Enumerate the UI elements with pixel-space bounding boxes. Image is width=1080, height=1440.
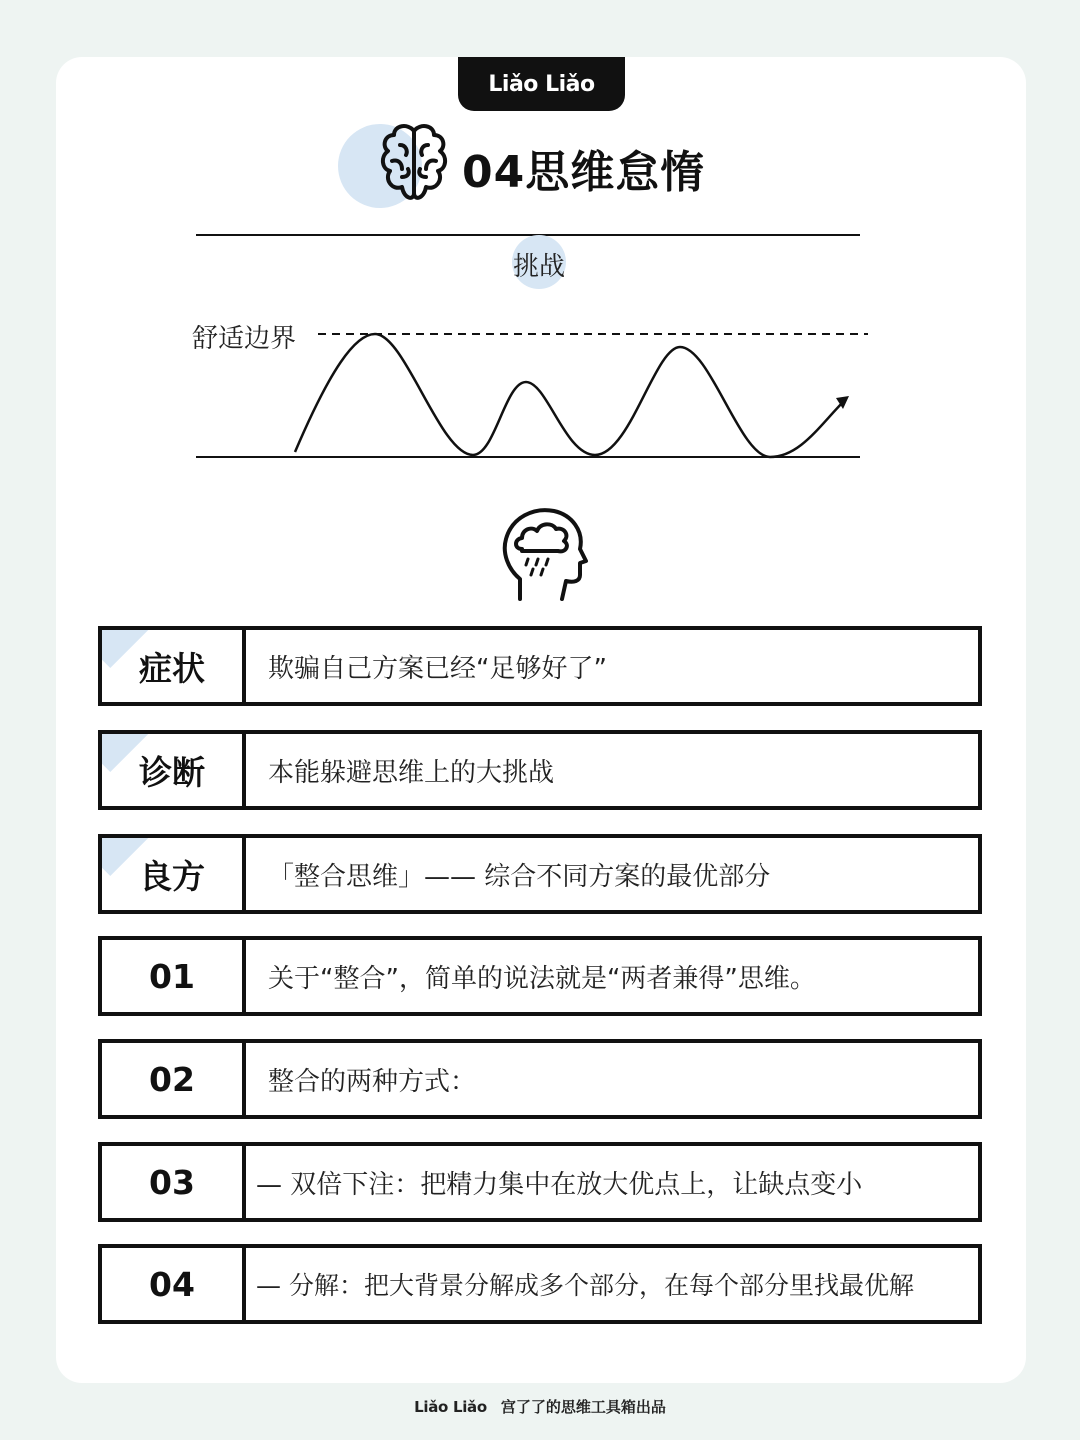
row-label <box>102 734 246 806</box>
row-label-text: 01 <box>149 956 195 996</box>
row-text: 整合的两种方式： <box>268 1066 477 1097</box>
row-diagnosis <box>98 730 982 810</box>
row-frame <box>98 1142 982 1222</box>
row-label <box>102 940 246 1012</box>
row-frame <box>98 1039 982 1119</box>
row-frame <box>98 834 982 914</box>
challenge-label: 挑战 <box>512 252 565 282</box>
row-point-02 <box>98 1039 982 1119</box>
row-label-text: 03 <box>149 1162 195 1202</box>
row-frame <box>98 626 982 706</box>
row-text: 欺骗自己方案已经“足够好了” <box>268 653 607 684</box>
row-label-text: 02 <box>149 1059 195 1099</box>
row-label <box>102 1146 246 1218</box>
head-raincloud-icon <box>500 505 592 605</box>
effort-wave <box>295 334 845 457</box>
footer-brand: Liǎo Liǎo <box>414 1398 487 1416</box>
row-label <box>102 630 246 702</box>
row-label <box>102 838 246 910</box>
row-text: — 双倍下注：把精力集中在放大优点上，让缺点变小 <box>256 1169 863 1200</box>
logo-text: Liǎo Liǎo <box>488 71 595 97</box>
row-label-text: 良方 <box>139 856 205 896</box>
row-label-text: 诊断 <box>139 752 205 792</box>
row-text: 本能躲避思维上的大挑战 <box>268 757 555 788</box>
row-label-text: 04 <box>149 1264 195 1304</box>
row-remedy <box>98 834 982 914</box>
row-label <box>102 1248 246 1320</box>
comfort-boundary-label: 舒适边界 <box>192 324 297 354</box>
row-frame <box>98 936 982 1016</box>
row-frame <box>98 730 982 810</box>
row-point-03 <box>98 1142 982 1222</box>
row-point-04 <box>98 1244 982 1324</box>
row-label-text: 症状 <box>139 648 205 688</box>
row-point-01 <box>98 936 982 1016</box>
footer-credit: 宫了了的思维工具箱出品 <box>500 1398 666 1416</box>
page-title: 04思维怠惰 <box>462 147 706 198</box>
row-text: 关于“整合”，简单的说法就是“两者兼得”思维。 <box>268 963 816 994</box>
row-label <box>102 1043 246 1115</box>
row-text: — 分解：把大背景分解成多个部分，在每个部分里找最优解 <box>256 1271 914 1300</box>
row-symptom <box>98 626 982 706</box>
row-text: 「整合思维」—— 综合不同方案的最优部分 <box>268 861 771 892</box>
row-frame <box>98 1244 982 1324</box>
footer <box>0 1396 1080 1417</box>
